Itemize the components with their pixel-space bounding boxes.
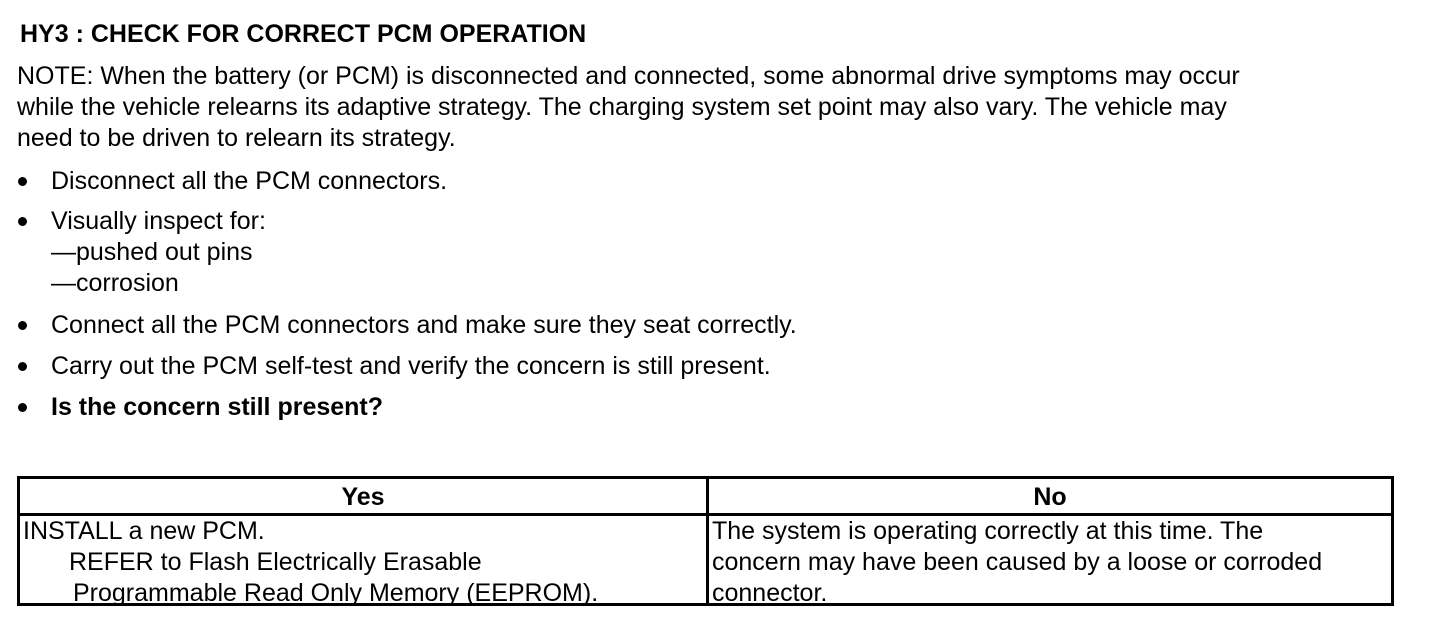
step-title: HY3 : CHECK FOR CORRECT PCM OPERATION — [20, 20, 587, 48]
bullet-icon — [18, 217, 27, 226]
note-line: while the vehicle relearns its adaptive strategy. The charging system set point may also vary. The vehicle may — [17, 93, 1227, 121]
question-text: Is the concern still present? — [51, 393, 384, 421]
cell-line: Programmable Read Only Memory (EEPROM). — [73, 579, 599, 607]
note-line: need to be driven to relearn its strategy. — [17, 124, 456, 152]
bullet-icon — [18, 403, 27, 412]
table-header-no: No — [1033, 483, 1067, 511]
note-line: NOTE: When the battery (or PCM) is disconnected and connected, some abnormal drive symptoms may occur — [17, 62, 1240, 90]
table-cell-no — [712, 516, 1322, 609]
list-item-text: Connect all the PCM connectors and make sure they seat correctly. — [51, 311, 797, 339]
list-item-text: Visually inspect for: — [51, 207, 266, 235]
bullet-icon — [18, 177, 27, 186]
cell-line: The system is operating correctly at this time. The — [712, 517, 1264, 545]
list-item-text: Disconnect all the PCM connectors. — [51, 167, 448, 195]
cell-line: REFER to Flash Electrically Erasable — [69, 548, 482, 576]
list-item-subtext: —corrosion — [51, 269, 179, 297]
cell-line: INSTALL a new PCM. — [23, 517, 265, 545]
table-header-yes: Yes — [341, 483, 385, 511]
note-paragraph — [17, 61, 1417, 154]
bullet-icon — [18, 362, 27, 371]
result-table — [17, 476, 1394, 606]
table-cell-yes — [23, 516, 598, 609]
list-item-subtext: —pushed out pins — [51, 238, 253, 266]
bullet-icon — [18, 321, 27, 330]
cell-line: concern may have been caused by a loose or corroded — [712, 548, 1323, 576]
cell-line: connector. — [712, 579, 828, 607]
list-item-text: Carry out the PCM self-test and verify the concern is still present. — [51, 352, 771, 380]
